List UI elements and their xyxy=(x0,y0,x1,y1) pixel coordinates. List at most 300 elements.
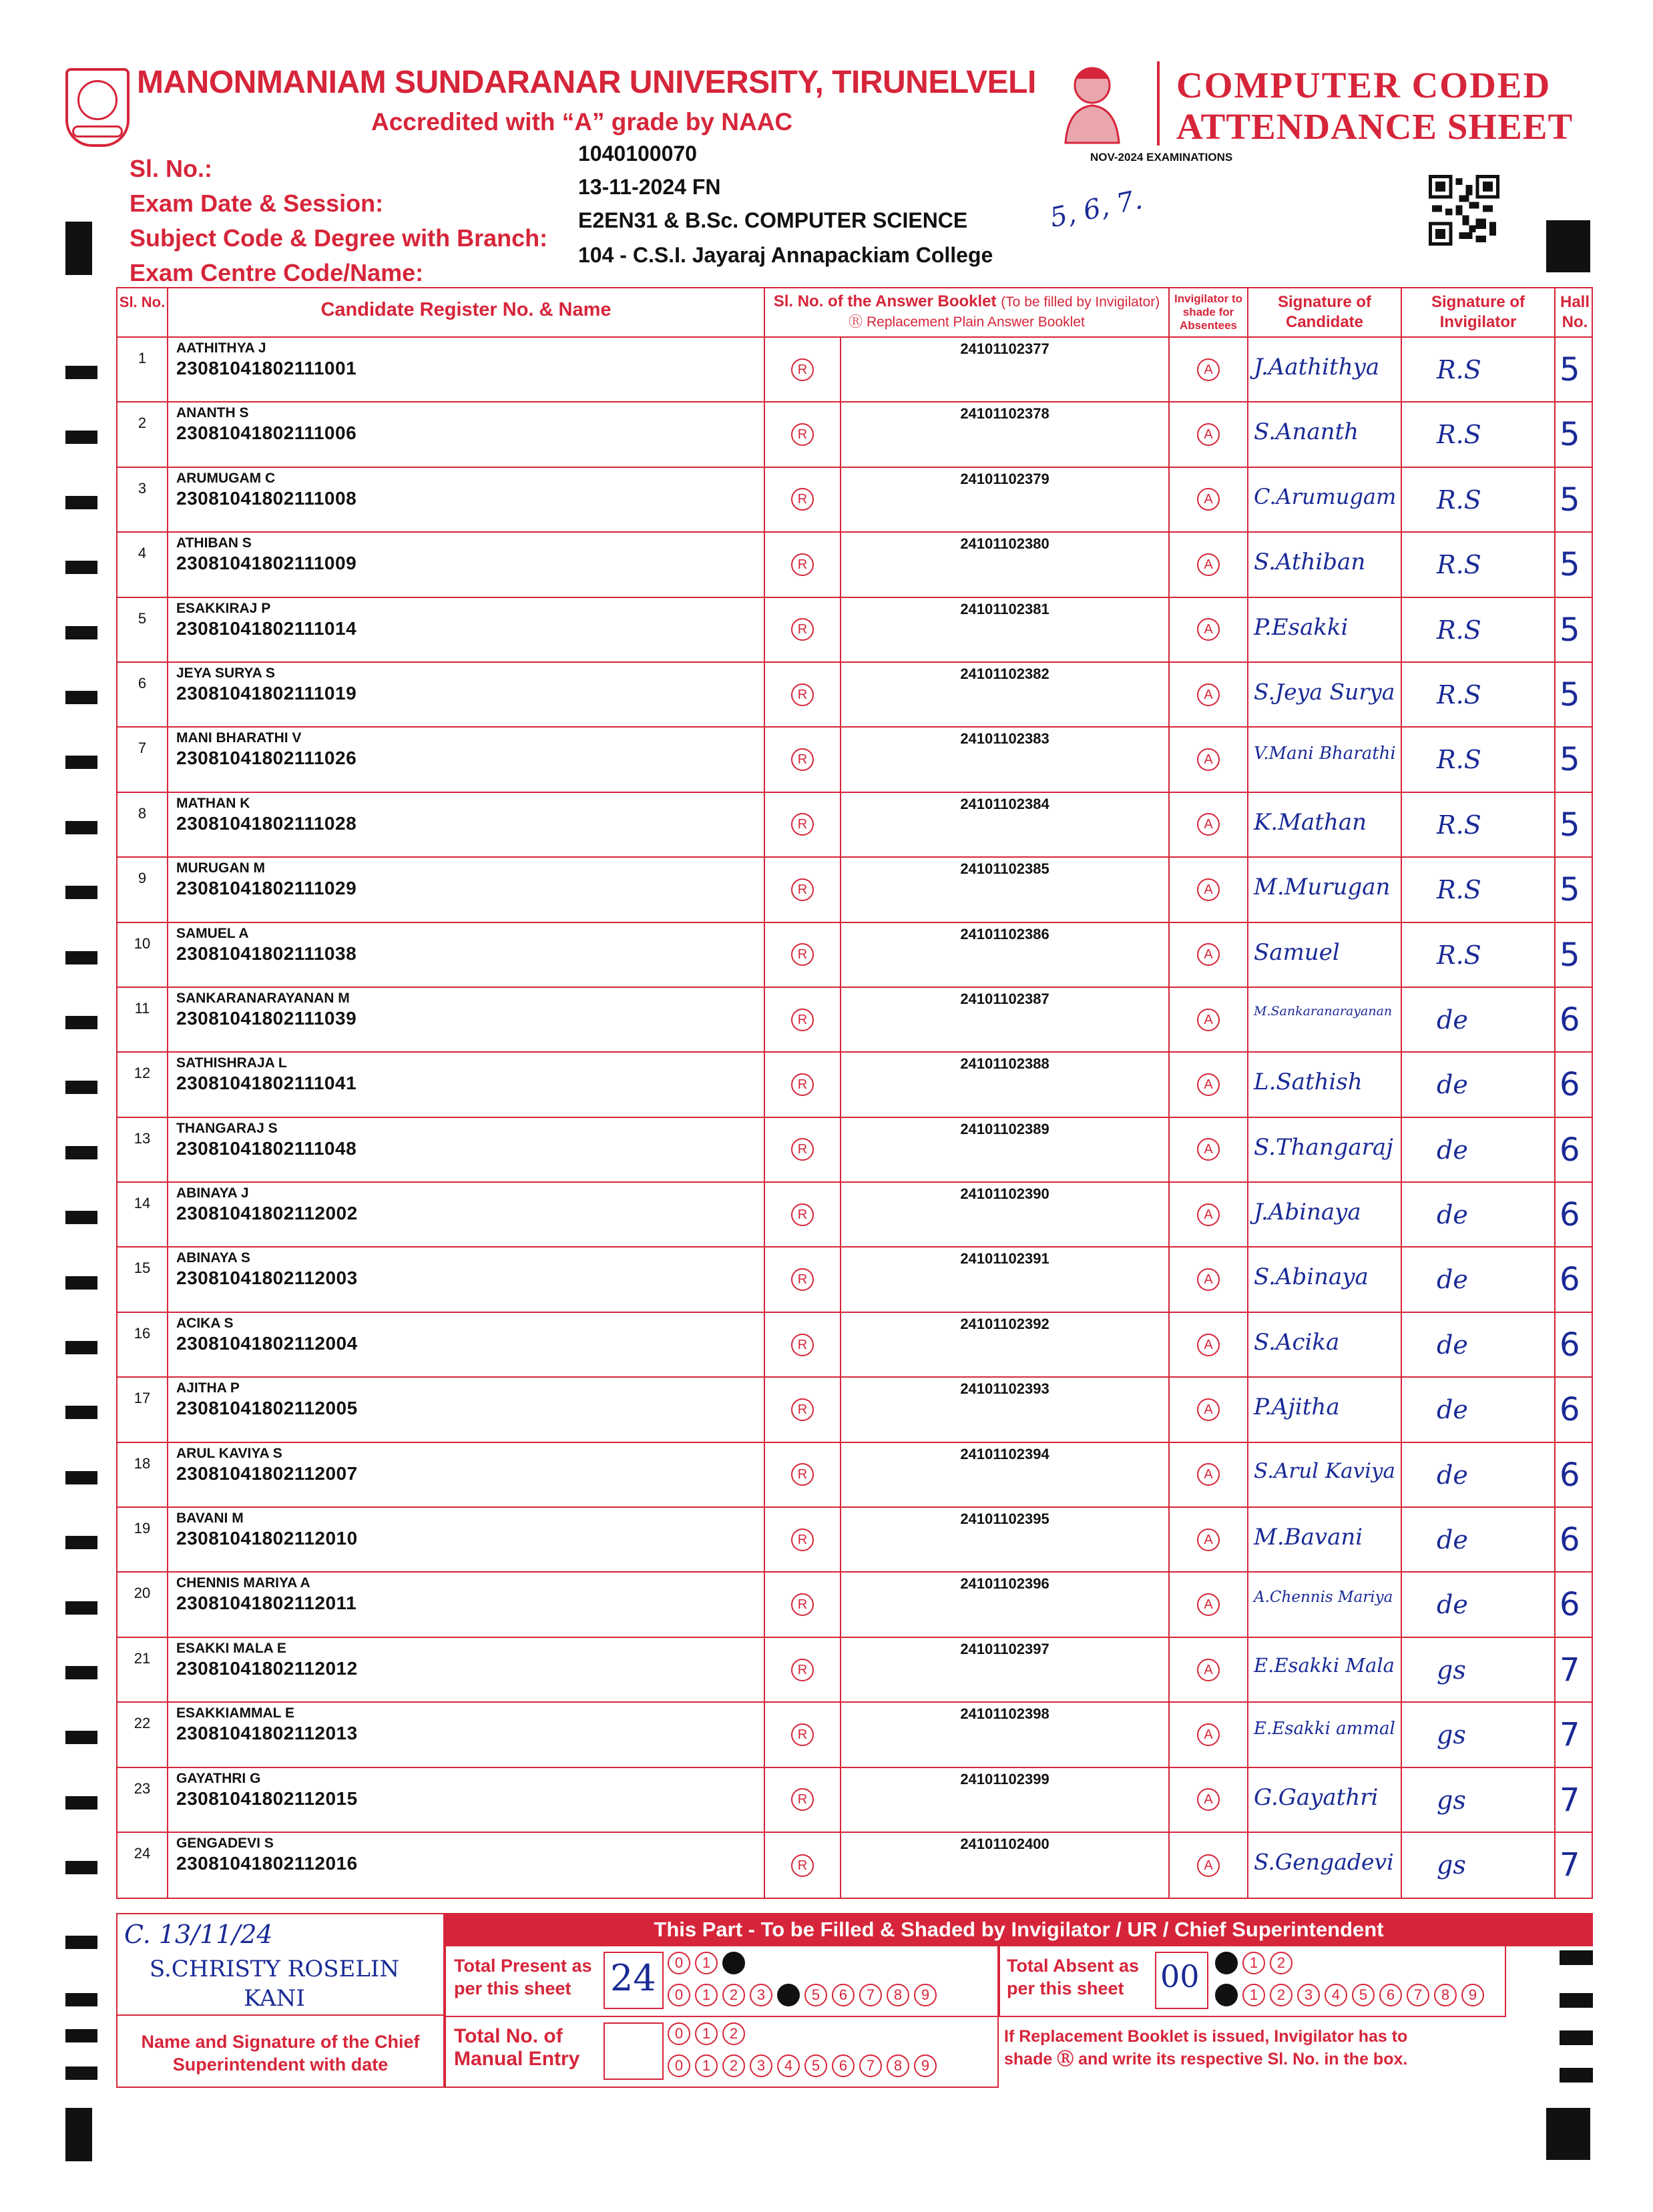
digit-bubble[interactable]: 7 xyxy=(1407,1984,1429,2006)
university-name: MANONMANIAM SUNDARANAR UNIVERSITY, TIRUNELVELI xyxy=(137,65,1036,100)
row-candidate-cell xyxy=(167,533,764,596)
row-sl-no-cell xyxy=(117,1508,167,1571)
absent-bubble[interactable]: A xyxy=(1197,1854,1220,1877)
hall-no-cell xyxy=(1554,598,1594,661)
hall-number: 5 xyxy=(1560,741,1580,779)
replacement-bubble[interactable]: R xyxy=(791,1723,814,1746)
timing-mark xyxy=(65,756,97,769)
digit-bubble[interactable]: 6 xyxy=(1379,1984,1402,2006)
row-sl-no: 14 xyxy=(134,1195,151,1212)
replacement-cell xyxy=(764,1833,840,1898)
replacement-cell xyxy=(764,402,840,466)
replacement-cell xyxy=(764,923,840,987)
table-row xyxy=(117,1248,1592,1312)
digit-bubble[interactable]: 4 xyxy=(777,2054,800,2077)
invigilator-signature-cell xyxy=(1401,793,1554,856)
booklet-number: 24101102392 xyxy=(960,1315,1049,1332)
booklet-number: 24101102397 xyxy=(960,1640,1049,1657)
row-candidate-cell xyxy=(167,468,764,531)
invigilator-signature-cell xyxy=(1401,468,1554,531)
candidate-name: AATHITHYA J xyxy=(176,340,266,356)
hall-no-cell xyxy=(1554,1443,1594,1506)
candidate-name: ATHIBAN S xyxy=(176,535,252,551)
invigilator-signature: de xyxy=(1437,1200,1468,1230)
chief-signature: C. 13/11/24 xyxy=(124,1920,273,1949)
replacement-cell xyxy=(764,663,840,726)
margin-note: 5, 6, 7. xyxy=(1047,184,1146,234)
timing-mark xyxy=(65,1993,97,2006)
booklet-cell xyxy=(840,468,1168,531)
digit-bubble[interactable]: 0 xyxy=(1215,1952,1238,1974)
replacement-bubble[interactable]: R xyxy=(791,1398,814,1421)
row-sl-no-cell xyxy=(117,1768,167,1832)
replacement-bubble[interactable]: R xyxy=(791,943,814,966)
invigilator-signature: de xyxy=(1437,1265,1468,1295)
absent-cell xyxy=(1168,468,1247,531)
absent-bubble[interactable]: A xyxy=(1197,1268,1220,1291)
digit-bubble[interactable]: 2 xyxy=(1270,1952,1292,1974)
invigilator-signature: gs xyxy=(1437,1655,1466,1685)
absent-bubble[interactable]: A xyxy=(1197,1788,1220,1811)
invigilator-signature: R.S xyxy=(1437,615,1481,645)
row-candidate-cell xyxy=(167,1768,764,1832)
candidate-signature: S.Arul Kaviya xyxy=(1254,1458,1395,1483)
digit-bubble[interactable]: 1 xyxy=(695,1952,718,1974)
booklet-cell xyxy=(840,1248,1168,1311)
candidate-signature: G.Gayathri xyxy=(1254,1783,1379,1811)
row-candidate-cell xyxy=(167,1313,764,1376)
absent-bubble[interactable]: A xyxy=(1197,358,1220,381)
invigilator-signature: gs xyxy=(1437,1720,1466,1750)
candidate-signature-cell xyxy=(1247,1573,1401,1636)
booklet-cell xyxy=(840,1768,1168,1832)
founder-portrait-icon xyxy=(1061,59,1123,144)
row-sl-no: 11 xyxy=(134,999,150,1017)
row-sl-no: 13 xyxy=(134,1129,151,1147)
candidate-signature-cell xyxy=(1247,1183,1401,1246)
invigilator-signature: de xyxy=(1437,1395,1468,1425)
accreditation-text: Accredited with “A” grade by NAAC xyxy=(371,108,793,135)
absent-cell xyxy=(1168,728,1247,791)
replacement-bubble[interactable]: R xyxy=(791,1854,814,1877)
replacement-cell xyxy=(764,1508,840,1571)
row-sl-no-cell xyxy=(117,468,167,531)
hall-no-cell xyxy=(1554,1248,1594,1311)
invigilator-signature: R.S xyxy=(1437,810,1481,840)
invigilator-signature-cell xyxy=(1401,1573,1554,1636)
booklet-cell xyxy=(840,1313,1168,1376)
absent-cell xyxy=(1168,663,1247,726)
row-sl-no: 18 xyxy=(134,1454,151,1472)
register-number: 23081041802112016 xyxy=(176,1852,358,1874)
register-number: 23081041802111019 xyxy=(176,682,357,704)
booklet-cell xyxy=(840,533,1168,596)
timing-mark xyxy=(65,1341,97,1354)
booklet-number: 24101102389 xyxy=(960,1120,1049,1137)
table-row xyxy=(117,1573,1592,1637)
booklet-number: 24101102399 xyxy=(960,1770,1049,1787)
present-tens-bubbles[interactable] xyxy=(668,1952,745,1974)
absent-bubble[interactable]: A xyxy=(1197,1593,1220,1616)
sl-no-value: 1040100070 xyxy=(578,142,697,166)
replacement-cell xyxy=(764,1573,840,1636)
row-sl-no: 15 xyxy=(134,1260,151,1277)
invigilator-signature-cell xyxy=(1401,1508,1554,1571)
replacement-cell xyxy=(764,1248,840,1311)
row-sl-no: 8 xyxy=(138,804,147,822)
digit-bubble[interactable]: 1 xyxy=(695,2054,718,2077)
row-sl-no: 6 xyxy=(138,674,147,692)
hall-number: 5 xyxy=(1560,416,1580,454)
timing-mark xyxy=(65,1081,97,1094)
replacement-bubble[interactable]: R xyxy=(791,683,814,706)
row-candidate-cell xyxy=(167,1833,764,1898)
table-row xyxy=(117,1768,1592,1833)
row-sl-no: 21 xyxy=(134,1649,151,1667)
replacement-bubble[interactable]: R xyxy=(791,1073,814,1096)
timing-mark xyxy=(65,951,97,964)
table-row xyxy=(117,402,1592,467)
absent-cell xyxy=(1168,923,1247,987)
hall-number: 5 xyxy=(1560,936,1580,974)
row-sl-no-cell xyxy=(117,1443,167,1506)
replacement-bubble[interactable]: R xyxy=(791,1463,814,1486)
register-number: 23081041802112010 xyxy=(176,1528,358,1549)
digit-bubble[interactable]: 2 xyxy=(1270,1984,1292,2006)
absent-bubble[interactable]: A xyxy=(1197,1463,1220,1486)
booklet-cell xyxy=(840,988,1168,1051)
hall-no-cell xyxy=(1554,468,1594,531)
timing-mark xyxy=(65,561,97,574)
replacement-bubble[interactable]: R xyxy=(791,488,814,511)
digit-bubble[interactable]: 2 xyxy=(722,1952,745,1974)
candidate-signature-cell xyxy=(1247,1768,1401,1832)
row-candidate-cell xyxy=(167,402,764,466)
candidate-signature: S.Jeya Surya xyxy=(1254,678,1395,705)
absent-bubble[interactable]: A xyxy=(1197,423,1220,446)
timing-mark xyxy=(65,2108,92,2161)
booklet-number: 24101102381 xyxy=(960,600,1049,617)
exam-date-label: Exam Date & Session: xyxy=(130,190,384,217)
header-candidate: Candidate Register No. & Name xyxy=(167,288,764,336)
invigilator-signature-cell xyxy=(1401,402,1554,466)
replacement-cell xyxy=(764,988,840,1051)
digit-bubble[interactable]: 0 xyxy=(668,1952,690,1974)
digit-bubble[interactable]: 9 xyxy=(1461,1984,1484,2006)
table-row xyxy=(117,1443,1592,1508)
digit-bubble[interactable]: 8 xyxy=(887,2054,909,2077)
table-row xyxy=(117,988,1592,1053)
replacement-bubble[interactable]: R xyxy=(791,1529,814,1551)
booklet-number: 24101102388 xyxy=(960,1055,1049,1073)
candidate-name: GAYATHRI G xyxy=(176,1770,261,1786)
booklet-number: 24101102384 xyxy=(960,795,1049,812)
booklet-cell xyxy=(840,402,1168,466)
candidate-signature-cell xyxy=(1247,533,1401,596)
absent-bubble[interactable]: A xyxy=(1197,748,1220,771)
replacement-bubble[interactable]: R xyxy=(791,878,814,901)
replacement-cell xyxy=(764,1768,840,1832)
candidate-name: ABINAYA S xyxy=(176,1250,250,1266)
replacement-bubble[interactable]: R xyxy=(791,423,814,446)
digit-bubble[interactable]: 2 xyxy=(722,2022,745,2045)
booklet-number: 24101102386 xyxy=(960,925,1049,942)
invigilator-signature-cell xyxy=(1401,1183,1554,1246)
replacement-bubble[interactable]: R xyxy=(791,553,814,576)
absent-bubble[interactable]: A xyxy=(1197,683,1220,706)
absent-bubble[interactable]: A xyxy=(1197,1398,1220,1421)
register-number: 23081041802111028 xyxy=(176,812,357,834)
timing-mark xyxy=(65,1666,97,1679)
row-candidate-cell xyxy=(167,1183,764,1246)
row-sl-no-cell xyxy=(117,1118,167,1181)
invigilator-signature-cell xyxy=(1401,1313,1554,1376)
hall-no-cell xyxy=(1554,988,1594,1051)
candidate-name: MURUGAN M xyxy=(176,860,265,876)
digit-bubble[interactable]: 1 xyxy=(695,2022,718,2045)
candidate-signature-cell xyxy=(1247,1508,1401,1571)
digit-bubble[interactable]: 2 xyxy=(722,2054,745,2077)
digit-bubble[interactable]: 3 xyxy=(1297,1984,1320,2006)
present-units-bubbles[interactable] xyxy=(668,1984,937,2006)
digit-bubble[interactable]: 1 xyxy=(695,1984,718,2006)
candidate-signature: S.Acika xyxy=(1254,1328,1340,1356)
booklet-cell xyxy=(840,1703,1168,1766)
replacement-bubble[interactable]: R xyxy=(791,1009,814,1031)
digit-bubble[interactable]: 1 xyxy=(1242,1984,1265,2006)
row-sl-no-cell xyxy=(117,338,167,401)
table-row xyxy=(117,728,1592,792)
absent-bubble[interactable]: A xyxy=(1197,1334,1220,1356)
row-sl-no-cell xyxy=(117,1183,167,1246)
booklet-number: 24101102396 xyxy=(960,1575,1049,1593)
absent-bubble[interactable]: A xyxy=(1197,1203,1220,1226)
digit-bubble[interactable]: 3 xyxy=(750,1984,772,2006)
total-present-entry[interactable]: 24 xyxy=(604,1952,664,2009)
digit-bubble[interactable]: 7 xyxy=(859,2054,882,2077)
booklet-number: 24101102390 xyxy=(960,1185,1049,1203)
digit-bubble[interactable]: 0 xyxy=(668,1984,690,2006)
subject-value: E2EN31 & B.Sc. COMPUTER SCIENCE xyxy=(578,208,968,232)
table-row xyxy=(117,793,1592,858)
absent-cell xyxy=(1168,1118,1247,1181)
absent-cell xyxy=(1168,1833,1247,1898)
table-row xyxy=(117,1833,1592,1898)
absent-bubble[interactable]: A xyxy=(1197,488,1220,511)
absent-bubble[interactable]: A xyxy=(1197,1009,1220,1031)
absent-bubble[interactable]: A xyxy=(1197,1138,1220,1161)
digit-bubble[interactable]: 9 xyxy=(914,2054,937,2077)
candidate-signature: E.Esakki ammal xyxy=(1254,1719,1395,1739)
candidate-name: ESAKKI MALA E xyxy=(176,1640,286,1656)
invigilator-signature-cell xyxy=(1401,988,1554,1051)
table-row xyxy=(117,468,1592,533)
candidate-name: GENGADEVI S xyxy=(176,1835,274,1851)
invigilator-signature: R.S xyxy=(1437,485,1481,515)
replacement-bubble[interactable]: R xyxy=(791,813,814,836)
invigilator-signature: R.S xyxy=(1437,940,1481,970)
candidate-signature: P.Ajitha xyxy=(1254,1394,1340,1421)
booklet-number: 24101102380 xyxy=(960,535,1049,553)
digit-bubble[interactable]: 8 xyxy=(887,1984,909,2006)
table-row xyxy=(117,1638,1592,1703)
sheet-title-line2: ATTENDANCE SHEET xyxy=(1176,106,1574,147)
invigilator-signature: de xyxy=(1437,1005,1468,1035)
footer-section xyxy=(116,1913,1593,2088)
replacement-bubble[interactable]: R xyxy=(791,618,814,641)
total-absent-entry[interactable]: 00 xyxy=(1155,1952,1208,2009)
row-sl-no: 10 xyxy=(134,934,151,952)
header-booklet: Sl. No. of the Answer Booklet (To be filled by Invigilator) Ⓡ Replacement Plain Answer Booklet xyxy=(764,288,1168,336)
absent-bubble[interactable]: A xyxy=(1197,1529,1220,1551)
register-number: 23081041802111008 xyxy=(176,487,357,509)
table-row xyxy=(117,533,1592,597)
absent-units-bubbles[interactable] xyxy=(1215,1984,1484,2006)
replacement-bubble[interactable]: R xyxy=(791,1659,814,1681)
absent-cell xyxy=(1168,1768,1247,1832)
hall-no-cell xyxy=(1554,1833,1594,1898)
header-sign-invigilator: Signature of Invigilator xyxy=(1401,288,1554,336)
digit-bubble[interactable]: 5 xyxy=(804,2054,827,2077)
invigilator-signature-cell xyxy=(1401,923,1554,987)
invigilator-signature-cell xyxy=(1401,1703,1554,1766)
register-number: 23081041802112002 xyxy=(176,1203,358,1224)
digit-bubble[interactable]: 0 xyxy=(1215,1984,1238,2006)
table-header xyxy=(117,288,1592,338)
row-sl-no-cell xyxy=(117,598,167,661)
replacement-bubble[interactable]: R xyxy=(791,748,814,771)
hall-no-cell xyxy=(1554,663,1594,726)
row-sl-no: 17 xyxy=(134,1390,151,1407)
university-logo xyxy=(65,68,130,147)
row-sl-no: 9 xyxy=(138,870,147,887)
absent-bubble[interactable]: A xyxy=(1197,943,1220,966)
row-sl-no: 23 xyxy=(134,1779,151,1797)
row-sl-no: 12 xyxy=(134,1065,151,1082)
invigilator-signature: de xyxy=(1437,1135,1468,1165)
row-candidate-cell xyxy=(167,793,764,856)
digit-bubble[interactable]: 1 xyxy=(1242,1952,1265,1974)
header-hall-no: Hall No. xyxy=(1554,288,1594,336)
row-candidate-cell xyxy=(167,988,764,1051)
invigilator-signature: R.S xyxy=(1437,420,1481,450)
booklet-number: 24101102400 xyxy=(960,1835,1049,1852)
digit-bubble[interactable]: 5 xyxy=(804,1984,827,2006)
candidate-signature-cell xyxy=(1247,1638,1401,1701)
register-number: 23081041802112005 xyxy=(176,1398,358,1419)
replacement-bubble[interactable]: R xyxy=(791,1138,814,1161)
digit-bubble[interactable]: 6 xyxy=(832,2054,855,2077)
digit-bubble[interactable]: 4 xyxy=(1325,1984,1347,2006)
row-candidate-cell xyxy=(167,598,764,661)
register-number: 23081041802111026 xyxy=(176,748,357,769)
candidate-signature: M.Murugan xyxy=(1254,874,1391,901)
hall-number: 6 xyxy=(1560,1261,1580,1299)
hall-no-cell xyxy=(1554,1183,1594,1246)
row-sl-no-cell xyxy=(117,728,167,791)
replacement-cell xyxy=(764,1378,840,1441)
manual-tens-bubbles[interactable] xyxy=(668,2022,745,2045)
absent-bubble[interactable]: A xyxy=(1197,813,1220,836)
hall-number: 5 xyxy=(1560,806,1580,844)
hall-no-cell xyxy=(1554,1378,1594,1441)
digit-bubble[interactable]: 0 xyxy=(668,2022,690,2045)
replacement-bubble[interactable]: R xyxy=(791,1268,814,1291)
digit-bubble[interactable]: 7 xyxy=(859,1984,882,2006)
absent-bubble[interactable]: A xyxy=(1197,1723,1220,1746)
digit-bubble[interactable]: 9 xyxy=(914,1984,937,2006)
hall-number: 5 xyxy=(1560,351,1580,388)
absent-bubble[interactable]: A xyxy=(1197,878,1220,901)
invigilator-signature-cell xyxy=(1401,1118,1554,1181)
digit-bubble[interactable]: 8 xyxy=(1434,1984,1457,2006)
candidate-signature: P.Esakki xyxy=(1254,613,1349,641)
row-sl-no-cell xyxy=(117,663,167,726)
candidate-signature: K.Mathan xyxy=(1254,808,1367,836)
invigilator-signature-cell xyxy=(1401,1768,1554,1832)
replacement-bubble[interactable]: R xyxy=(791,1203,814,1226)
chief-name: S.CHRISTY ROSELIN KANI xyxy=(149,1956,400,2012)
absent-bubble[interactable]: A xyxy=(1197,618,1220,641)
candidate-name: MANI BHARATHI V xyxy=(176,730,302,746)
replacement-bubble[interactable]: R xyxy=(791,1593,814,1616)
register-number: 23081041802111048 xyxy=(176,1137,357,1159)
manual-units-bubbles[interactable] xyxy=(668,2054,937,2077)
absent-cell xyxy=(1168,1248,1247,1311)
candidate-signature: Samuel xyxy=(1254,938,1340,966)
replacement-bubble[interactable]: R xyxy=(791,358,814,381)
digit-bubble[interactable]: 2 xyxy=(722,1984,745,2006)
invigilator-signature: gs xyxy=(1437,1850,1466,1880)
invigilator-signature-cell xyxy=(1401,533,1554,596)
row-candidate-cell xyxy=(167,1378,764,1441)
absent-cell xyxy=(1168,1508,1247,1571)
absent-tens-bubbles[interactable] xyxy=(1215,1952,1292,1974)
booklet-number: 24101102377 xyxy=(960,340,1049,357)
digit-bubble[interactable]: 0 xyxy=(668,2054,690,2077)
absent-bubble[interactable]: A xyxy=(1197,1659,1220,1681)
row-candidate-cell xyxy=(167,1573,764,1636)
invigilator-signature: de xyxy=(1437,1590,1468,1620)
absent-bubble[interactable]: A xyxy=(1197,553,1220,576)
table-row xyxy=(117,598,1592,663)
table-row xyxy=(117,663,1592,728)
digit-bubble[interactable]: 5 xyxy=(1352,1984,1375,2006)
absent-cell xyxy=(1168,988,1247,1051)
booklet-cell xyxy=(840,1183,1168,1246)
replacement-bubble[interactable]: R xyxy=(791,1334,814,1356)
digit-bubble[interactable]: 6 xyxy=(832,1984,855,2006)
total-present-label: Total Present as per this sheet xyxy=(454,1956,592,1998)
table-row xyxy=(117,1183,1592,1248)
register-number: 23081041802111039 xyxy=(176,1007,357,1029)
candidate-name: ABINAYA J xyxy=(176,1185,249,1201)
replacement-bubble[interactable]: R xyxy=(791,1788,814,1811)
digit-bubble[interactable]: 3 xyxy=(750,2054,772,2077)
digit-bubble[interactable]: 4 xyxy=(777,1984,800,2006)
booklet-cell xyxy=(840,663,1168,726)
candidate-signature-cell xyxy=(1247,793,1401,856)
absent-bubble[interactable]: A xyxy=(1197,1073,1220,1096)
table-row xyxy=(117,1703,1592,1767)
booklet-number: 24101102387 xyxy=(960,990,1049,1007)
hall-no-cell xyxy=(1554,1768,1594,1832)
timing-mark xyxy=(65,626,97,639)
hall-number: 5 xyxy=(1560,481,1580,519)
manual-entry-input[interactable] xyxy=(604,2022,664,2080)
candidate-signature: J.Aathithya xyxy=(1254,354,1380,380)
replacement-cell xyxy=(764,1053,840,1116)
